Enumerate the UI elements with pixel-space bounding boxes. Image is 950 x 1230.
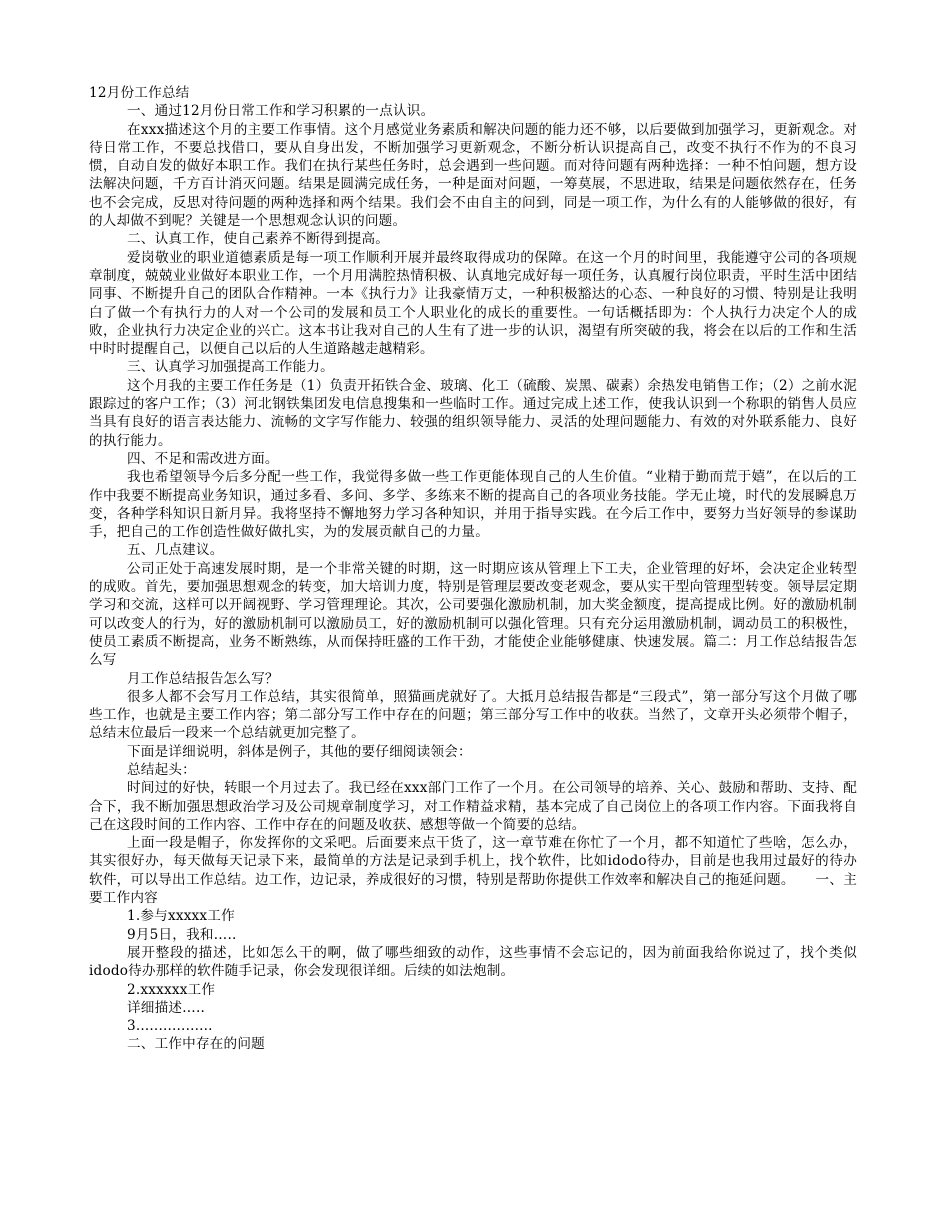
document-title: 12月份工作总结 bbox=[89, 85, 190, 101]
body-paragraph: 时间过的好快，转眼一个月过去了。我已经在xxx部门工作了一个月。在公司领导的培养、关心、鼓励和帮助、支持、配合下，我不断加强思想政治学习及公司规章制度学习，对工作精益求精，基本完成了自己岗位上的各项工作内容。下面我将自己在这段时间的工作内容、工作中存在的问题及收获、感想等做一个简要的总结。 bbox=[89, 780, 857, 833]
subtitle: 月工作总结报告怎么写？ bbox=[127, 670, 279, 687]
body-paragraph: 详细描述….. bbox=[127, 999, 206, 1016]
list-item: 2.xxxxxx工作 bbox=[127, 981, 216, 998]
section-heading: 二、工作中存在的问题 bbox=[127, 1036, 265, 1053]
body-paragraph: 在xxx描述这个月的主要工作事情。这个月感觉业务素质和解决问题的能力还不够，以后要做到加强学习，更新观念。对待日常工作，不要总找借口，要从自身出发，不断加强学习更新观念，不断分析认识提高自己，改变不执行不作为的不良习惯，自动自发的做好本职工作。我们在执行某些任务时，总会遇到一些问题。而对待问题有两种选择：一种不怕问题，想方设法解决问题，千方百计消灭问题。结果是圆满完成任务，一种是面对问题，一筹莫展，不思进取，结果是问题依然存在，任务也不会完成，反思对待问题的两种选择和两个结果。我们会不由自主的问到，同是一项工作，为什么有的人能够做的很好，有的人却做不到呢？关键是一个思想观念认识的问题。 bbox=[89, 121, 857, 230]
body-paragraph: 我也希望领导今后多分配一些工作，我觉得多做一些工作更能体现自己的人生价值。“业精于勤而荒于嬉”，在以后的工作中我要不断提高业务知识，通过多看、多问、多学、多练来不断的提高自己的各项业务技能。学无止境，时代的发展瞬息万变，各种学科知识日新月异。我将坚持不懈地努力学习各种知识，并用于指导实践。在今后工作中，要努力当好领导的参谋助手，把自己的工作创造性做好做扎实，为的发展贡献自己的力量。 bbox=[89, 469, 857, 541]
document-page bbox=[89, 84, 857, 1054]
body-paragraph: 展开整段的描述，比如怎么干的啊，做了哪些细致的动作，这些事情不会忘记的，因为前面我给你说过了，找个类似idodo待办那样的软件随手记录，你会发现很详细。后续的如法炮制。 bbox=[89, 944, 857, 980]
section-heading: 二、认真工作，使自己素养不断得到提高。 bbox=[127, 231, 390, 248]
body-paragraph: 爱岗敬业的职业道德素质是每一项工作顺利开展并最终取得成功的保障。在这一个月的时间里，我能遵守公司的各项规章制度，兢兢业业做好本职业工作，一个月用满腔热情积极、认真地完成好每一项任务，认真履行岗位职责，平时生活中团结同事、不断提升自己的团队合作精神。一本《执行力》让我豪情万丈，一种积极豁达的心态、一种良好的习惯、特别是让我明白了做一个有执行力的人对一个公司的发展和员工个人职业化的成长的重要性。一句话概括即为：个人执行力决定个人的成败，企业执行力决定企业的兴亡。这本书让我对自己的人生有了进一步的认识，渴望有所突破的我，将会在以后的工作和生活中时时提醒自己，以便自己以后的人生道路越走越精彩。 bbox=[89, 249, 857, 358]
section-heading: 四、不足和需改进方面。 bbox=[127, 450, 279, 467]
body-paragraph: 这个月我的主要工作任务是（1）负责开拓铁合金、玻璃、化工（硫酸、炭黑、碳素）余热发电销售工作；（2）之前水泥跟踪过的客户工作；（3）河北钢铁集团发电信息搜集和一些临时工作。通过完成上述工作，使我认识到一个称职的销售人员应当具有良好的语言表达能力、流畅的文字写作能力、较强的组织领导能力、灵活的处理问题能力、有效的对外联系能力、良好的执行能力。 bbox=[89, 377, 857, 449]
body-paragraph: 公司正处于高速发展时期，是一个非常关键的时期，这一时期应该从管理上下工夫，企业管理的好坏，会决定企业转型的成败。首先，要加强思想观念的转变，加大培训力度，特别是管理层要改变老观念，要从实干型向管理型转变。领导层定期学习和交流，这样可以开阔视野、学习管理理论。其次，公司要强化激励机制，加大奖金额度，提高提成比例。好的激励机制可以改变人的行为，好的激励机制可以激励员工，好的激励机制可以强化管理。只有充分运用激励机制，调动员工的积极性，使员工素质不断提高，业务不断熟练，从而保持旺盛的工作干劲，才能使企业能够健康、快速发展。篇二：月工作总结报告怎么写 bbox=[89, 560, 857, 669]
section-heading: 三、认真学习加强提高工作能力。 bbox=[127, 359, 334, 376]
body-paragraph: 下面是详细说明，斜体是例子，其他的要仔细阅读领会： bbox=[127, 743, 472, 760]
list-item: 1.参与xxxxx工作 bbox=[127, 908, 235, 925]
body-paragraph: 上面一段是帽子，你发挥你的文采吧。后面要来点干货了，这一章节难在你忙了一个月，都不知道忙了些啥，怎么办，其实很好办，每天做每天记录下来，最简单的方法是记录到手机上，找个软件，比如idodo待办，目前是也我用过最好的待办软件，可以导出工作总结。边工作，边记录，养成很好的习惯，特别是帮助你提供工作效率和解决自己的拖延问题。 一、主要工作内容 bbox=[89, 835, 857, 907]
section-heading: 五、几点建议。 bbox=[127, 542, 224, 559]
list-item: 3................. bbox=[127, 1018, 213, 1035]
body-paragraph: 9月5日，我和….. bbox=[127, 926, 237, 943]
body-paragraph: 很多人都不会写月工作总结，其实很简单，照猫画虎就好了。大抵月总结报告都是“三段式”，第一部分写这个月做了哪些工作，也就是主要工作内容；第二部分写工作中存在的问题；第三部分写工作中的收获。当然了，文章开头必须带个帽子，总结末位最后一段来一个总结就更加完整了。 bbox=[89, 688, 857, 742]
section-heading: 一、通过12月份日常工作和学习积累的一点认识。 bbox=[127, 103, 435, 120]
body-paragraph: 总结起头： bbox=[127, 761, 196, 778]
